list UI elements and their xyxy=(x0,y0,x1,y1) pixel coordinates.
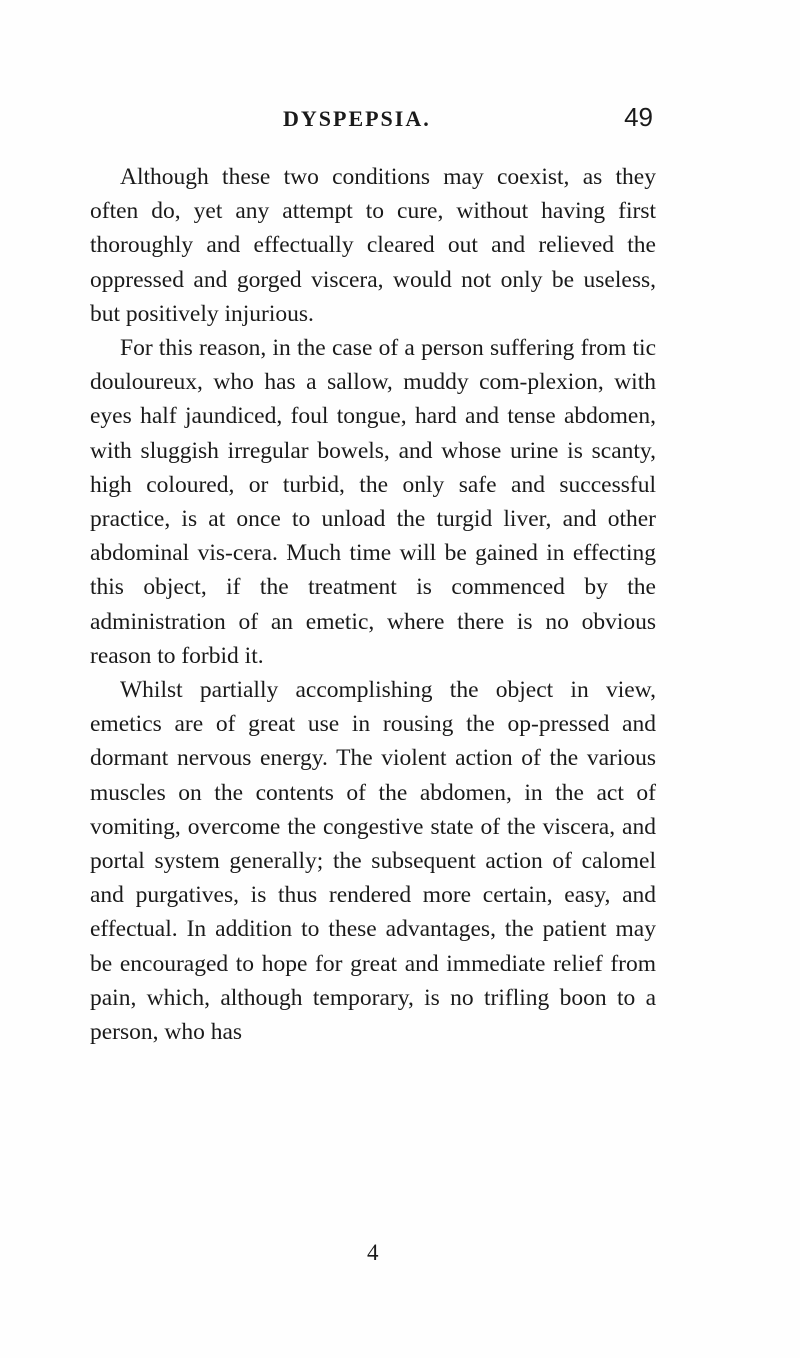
page-number: 49 xyxy=(624,102,653,132)
paragraph: For this reason, in the case of a person suffering from tic douloureux, who has a sallow, muddy com-plexion, with eyes half jaundiced, foul tongue, hard and tense abdomen, with sluggish irregular bowels, and whose urine is scanty, high coloured, or turbid, the only safe and successful practice, is at once to unload the turgid liver, and other abdominal vis-cera. Much time will be gained in effecting this object, if the treatment is commenced by the administration of an emetic, where there is no obvious reason to forbid it. xyxy=(90,335,656,669)
paragraph: Whilst partially accomplishing the object in view, emetics are of great use in rousing the op-pressed and dormant nervous energy. The violent action of the various muscles on the contents of the abdomen, in the act of vomiting, overcome the congestive state of the viscera, and portal system generally; the subsequent action of calomel and purgatives, is thus rendered more certain, easy, and effectual. In addition to these advantages, the patient may be encouraged to hope for great and immediate relief from pain, which, although temporary, is no trifling boon to a person, who has xyxy=(90,677,656,1046)
body-text xyxy=(90,160,656,1049)
running-head xyxy=(0,100,800,140)
paragraph: Although these two conditions may coexist, as they often do, yet any attempt to cure, without having first thoroughly and effectually cleared out and relieved the oppressed and gorged viscera, would not only be useless, but positively injurious. xyxy=(90,164,656,327)
signature-mark: 4 xyxy=(367,1240,379,1265)
running-title: DYSPEPSIA. xyxy=(283,106,431,131)
